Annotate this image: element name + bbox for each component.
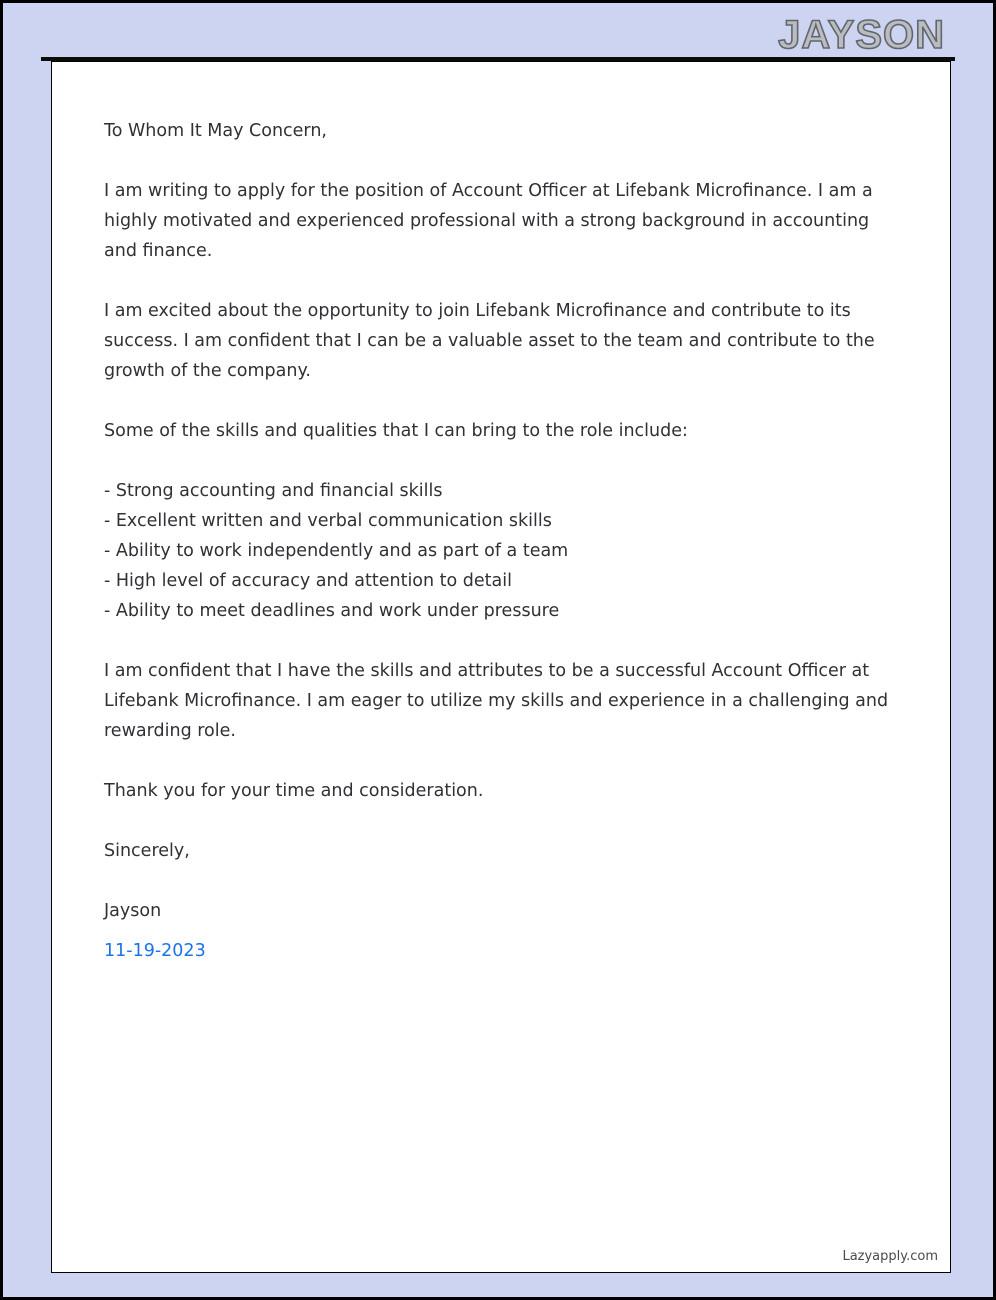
- paragraph-closing: I am confident that I have the skills and attributes to be a successful Account Officer at Lifebank Microfinance. I am eager to utilize my skills and experience in a challenging and rewarding role.: [104, 661, 889, 741]
- skill-item: - Strong accounting and financial skills: [104, 481, 443, 501]
- skills-list: [104, 476, 898, 626]
- skill-item: - High level of accuracy and attention to detail: [104, 571, 512, 591]
- signature-name: Jayson: [104, 901, 162, 921]
- skill-item: - Ability to work independently and as part of a team: [104, 541, 569, 561]
- brand-logo: JAYSON: [778, 13, 945, 57]
- salutation: To Whom It May Concern,: [104, 121, 327, 141]
- paragraph-thanks: Thank you for your time and consideration.: [104, 781, 484, 801]
- letter-page: [51, 61, 951, 1273]
- signoff: Sincerely,: [104, 841, 190, 861]
- skill-item: - Ability to meet deadlines and work under pressure: [104, 601, 560, 621]
- letter-body: [104, 116, 898, 966]
- paragraph-excitement: I am excited about the opportunity to join Lifebank Microfinance and contribute to its success. I am confident that I can be a valuable asset to the team and contribute to the growth of the company.: [104, 301, 875, 381]
- watermark-text: Lazyapply.com: [842, 1249, 938, 1264]
- letter-date-link[interactable]: 11-19-2023: [104, 941, 206, 961]
- paragraph-skills-lead: Some of the skills and qualities that I can bring to the role include:: [104, 421, 688, 441]
- skill-item: - Excellent written and verbal communication skills: [104, 511, 552, 531]
- paragraph-intro: I am writing to apply for the position of Account Officer at Lifebank Microfinance. I am a highly motivated and experienced professional with a strong background in accounting and finance.: [104, 181, 873, 261]
